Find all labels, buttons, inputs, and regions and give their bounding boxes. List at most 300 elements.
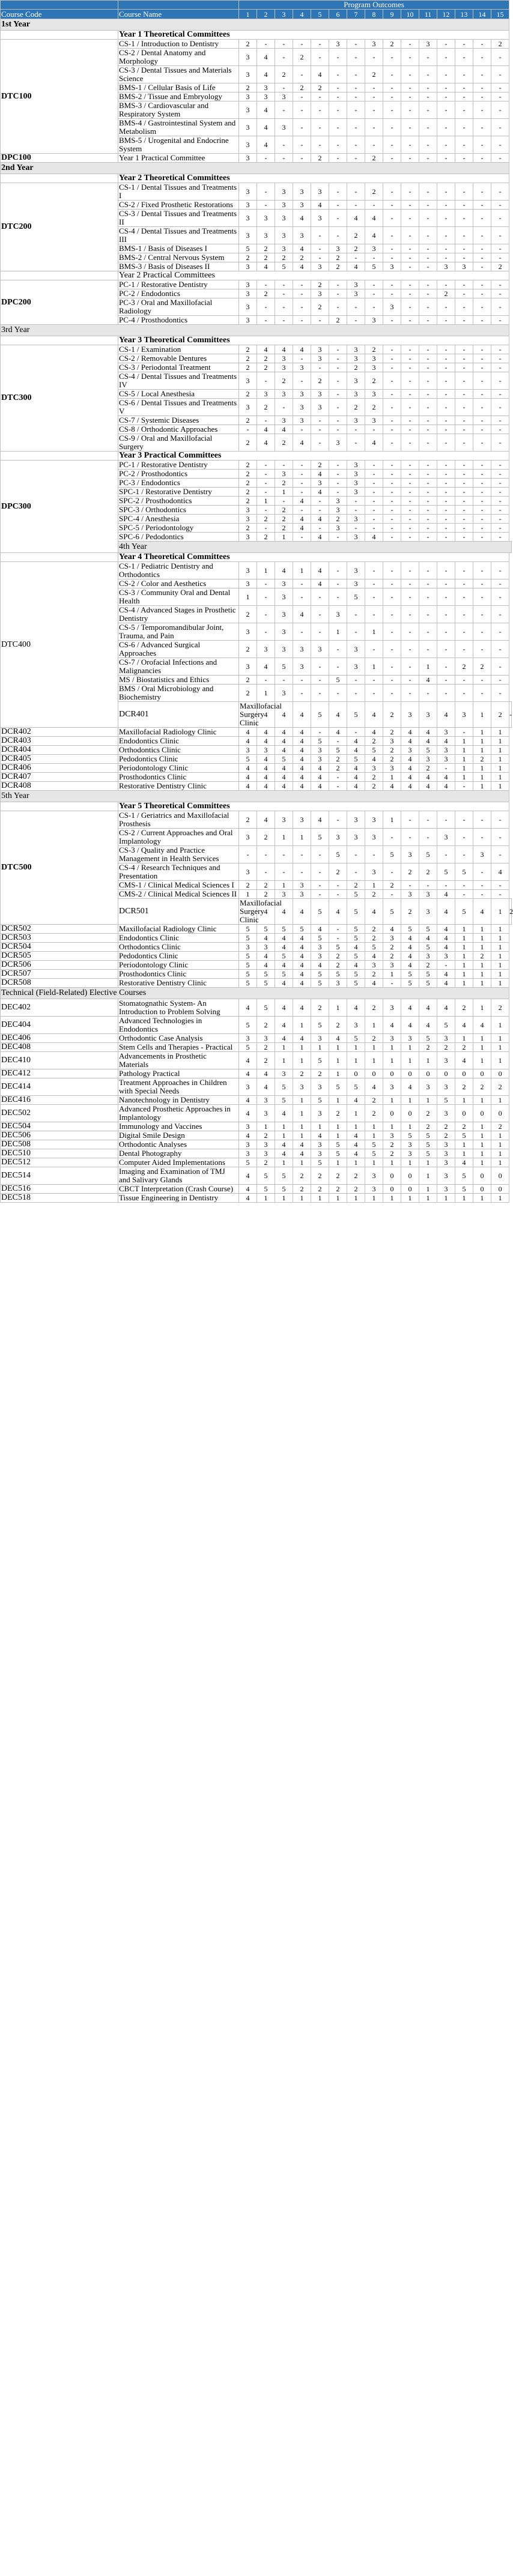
outcome-value-cell: 5 (383, 899, 401, 925)
outcome-value-cell: - (419, 183, 437, 201)
outcome-value-cell: - (491, 890, 509, 899)
outcome-value-cell: - (257, 588, 275, 606)
outcome-value-cell: - (473, 416, 491, 425)
outcome-value-cell: 1 (365, 1052, 383, 1069)
outcome-value-cell: - (473, 641, 491, 658)
outcome-value-cell: - (383, 641, 401, 658)
course-name-cell: BMS / Oral Microbiology and Biochemistry (118, 685, 239, 702)
outcome-value-cell: 4 (347, 782, 365, 791)
outcome-value-cell: 1 (311, 1122, 329, 1131)
outcome-value-cell: 4 (257, 1078, 275, 1096)
outcome-value-cell: - (401, 227, 419, 244)
outcome-value-cell: - (311, 253, 329, 262)
outcome-value-cell: 4 (239, 773, 257, 782)
outcome-value-cell: 4 (239, 1167, 257, 1185)
outcome-value-cell: 2 (293, 253, 311, 262)
outcome-value-cell: 1 (455, 746, 473, 755)
outcome-value-cell: 4 (239, 1052, 257, 1069)
outcome-value-cell: 2 (311, 1069, 329, 1078)
outcome-value-cell: 5 (419, 846, 437, 863)
outcome-value-cell: 5 (365, 1149, 383, 1158)
outcome-value-cell: 4 (239, 782, 257, 791)
outcome-value-cell: 1 (329, 1096, 347, 1105)
outcome-value-cell: - (347, 101, 365, 119)
outcome-value-cell: - (419, 280, 437, 289)
outcome-value-cell: 3 (347, 479, 365, 488)
outcome-value-cell: 5 (329, 943, 347, 952)
outcome-value-cell: - (455, 890, 473, 899)
outcome-value-cell: - (455, 533, 473, 542)
outcome-value-cell: 5 (419, 943, 437, 952)
outcome-value-cell: - (473, 579, 491, 588)
outcome-value-cell: 3 (311, 746, 329, 755)
outcome-value-cell: - (329, 298, 347, 316)
outcome-value-cell: 5 (437, 1096, 455, 1105)
course-name-cell: BMS-4 / Gastrointestinal System and Metabolism (118, 119, 239, 136)
outcome-value-cell: - (401, 363, 419, 372)
course-name-cell: CS-3 / Community Oral and Dental Health (118, 588, 239, 606)
outcome-value-cell: 3 (275, 811, 293, 829)
outcome-value-cell: 3 (437, 1052, 455, 1069)
outcome-value-cell: 1 (275, 881, 293, 890)
outcome-value-cell: 4 (239, 1096, 257, 1105)
course-name-cell: CS-3 / Periodontal Treatment (118, 363, 239, 372)
outcome-value-cell: - (365, 201, 383, 210)
outcome-value-cell: 2 (257, 1017, 275, 1034)
outcome-value-cell: 4 (239, 1194, 257, 1203)
outcome-value-cell: 2 (293, 1167, 311, 1185)
course-code-cell: DEC410 (1, 1052, 118, 1069)
outcome-value-cell: 2 (239, 881, 257, 890)
outcome-value-cell: 3 (347, 488, 365, 497)
committee-heading: Year 5 Theoretical Committees (118, 802, 509, 811)
outcome-value-cell: 2 (455, 1043, 473, 1052)
course-name-cell: Advanced Technologies in Endodontics (118, 1017, 239, 1034)
outcome-value-cell: - (473, 363, 491, 372)
outcome-value-cell: 4 (257, 782, 275, 791)
outcome-value-cell: 2 (275, 515, 293, 524)
outcome-value-cell: 1 (437, 1194, 455, 1203)
outcome-value-cell: - (347, 66, 365, 83)
outcome-value-cell: - (491, 579, 509, 588)
outcome-value-cell: - (365, 524, 383, 533)
outcome-value-cell: 2 (419, 1043, 437, 1052)
outcome-value-cell: - (257, 316, 275, 325)
outcome-value-cell: 3 (239, 372, 257, 390)
outcome-value-cell: - (311, 588, 329, 606)
outcome-value-cell: - (329, 641, 347, 658)
outcome-value-cell: - (401, 40, 419, 49)
outcome-value-cell: 4 (257, 755, 275, 764)
outcome-value-cell: 4 (311, 925, 329, 934)
outcome-value-cell: - (455, 92, 473, 101)
outcome-value-cell: - (293, 316, 311, 325)
outcome-value-cell: 4 (257, 101, 275, 119)
outcome-value-cell: - (257, 676, 275, 685)
outcome-value-cell: 4 (347, 1149, 365, 1158)
outcome-value-cell: - (365, 588, 383, 606)
outcome-value-cell: - (401, 345, 419, 354)
outcome-value-cell: 4 (455, 1017, 473, 1034)
outcome-value-cell: 1 (383, 1096, 401, 1105)
outcome-value-cell: 4 (419, 782, 437, 791)
outcome-value-cell: 3 (347, 515, 365, 524)
outcome-number-header: 9 (383, 10, 401, 19)
outcome-value-cell: - (383, 524, 401, 533)
outcome-value-cell: - (293, 461, 311, 470)
outcome-value-cell: 5 (239, 1043, 257, 1052)
outcome-value-cell: - (401, 183, 419, 201)
course-code-cell: DCR406 (1, 764, 118, 773)
outcome-value-cell: - (383, 253, 401, 262)
outcome-value-cell: - (365, 425, 383, 434)
outcome-value-cell: 3 (455, 702, 473, 728)
outcome-value-cell: 5 (329, 1140, 347, 1149)
course-code-cell: DCR404 (1, 746, 118, 755)
outcome-value-cell: - (257, 183, 275, 201)
outcome-value-cell: 5 (347, 899, 365, 925)
course-name-cell: Dental Photography (118, 1149, 239, 1158)
outcome-value-cell: - (473, 183, 491, 201)
outcome-value-cell: 3 (239, 289, 257, 298)
outcome-value-cell: 4 (293, 515, 311, 524)
outcome-value-cell: 3 (275, 623, 293, 641)
outcome-number-header: 1 (239, 10, 257, 19)
outcome-value-cell: 5 (365, 943, 383, 952)
outcome-value-cell: 1 (455, 773, 473, 782)
outcome-value-cell: - (365, 479, 383, 488)
outcome-value-cell: 1 (419, 1167, 437, 1185)
outcome-value-cell: 3 (275, 390, 293, 399)
outcome-value-cell: 2 (491, 262, 509, 271)
outcome-value-cell: - (473, 316, 491, 325)
outcome-value-cell: 3 (347, 658, 365, 676)
outcome-value-cell: 3 (257, 390, 275, 399)
outcome-value-cell: 3 (347, 345, 365, 354)
course-row (1, 1158, 512, 1167)
outcome-value-cell: 3 (239, 92, 257, 101)
outcome-value-cell: - (329, 372, 347, 390)
outcome-value-cell: 5 (419, 970, 437, 979)
course-name-header: Course Name (118, 10, 239, 19)
outcome-value-cell: 1 (293, 562, 311, 579)
outcome-value-cell: - (329, 934, 347, 943)
outcome-value-cell: 5 (239, 952, 257, 961)
outcome-value-cell: - (347, 316, 365, 325)
outcome-value-cell: 0 (491, 1167, 509, 1185)
outcome-value-cell: - (383, 497, 401, 506)
outcome-value-cell: - (401, 562, 419, 579)
outcome-value-cell: - (455, 606, 473, 623)
outcome-value-cell: 2 (383, 728, 401, 737)
outcome-value-cell: 1 (491, 1096, 509, 1105)
course-name-cell: BMS-3 / Basis of Diseases II (118, 262, 239, 271)
outcome-value-cell: - (257, 863, 275, 881)
course-name-cell: PC-1 / Restorative Dentistry (118, 461, 239, 470)
outcome-value-cell: - (311, 316, 329, 325)
outcome-value-cell: - (437, 363, 455, 372)
committee-heading-row (1, 553, 512, 562)
outcome-value-cell: - (419, 488, 437, 497)
course-name-cell: Orthodontics Clinic (118, 746, 239, 755)
course-name-cell: SPC-3 / Orthodontics (118, 506, 239, 515)
outcome-value-cell: 3 (419, 899, 437, 925)
outcome-value-cell: - (473, 298, 491, 316)
outcome-value-cell: 4 (311, 811, 329, 829)
outcome-value-cell: 5 (347, 1034, 365, 1043)
outcome-value-cell: - (383, 579, 401, 588)
outcome-value-cell: 4 (311, 1131, 329, 1140)
outcome-value-cell: - (455, 101, 473, 119)
outcome-value-cell: - (491, 881, 509, 890)
outcome-value-cell: - (419, 829, 437, 846)
outcome-value-cell: - (383, 289, 401, 298)
outcome-value-cell: - (275, 49, 293, 66)
outcome-value-cell: 4 (257, 119, 275, 136)
outcome-value-cell: - (383, 227, 401, 244)
outcome-value-cell: 4 (293, 345, 311, 354)
outcome-value-cell: 3 (275, 201, 293, 210)
outcome-value-cell: - (491, 524, 509, 533)
outcome-value-cell: - (275, 40, 293, 49)
outcome-value-cell: - (491, 183, 509, 201)
outcome-value-cell: 5 (311, 1052, 329, 1069)
outcome-value-cell: - (401, 83, 419, 92)
outcome-value-cell: - (311, 101, 329, 119)
outcome-value-cell: - (473, 533, 491, 542)
outcome-value-cell: 5 (311, 1158, 329, 1167)
outcome-value-cell: 3 (275, 210, 293, 227)
outcome-value-cell: 1 (383, 1052, 401, 1069)
outcome-value-cell: - (491, 363, 509, 372)
outcome-value-cell: 1 (473, 737, 491, 746)
outcome-value-cell: 3 (239, 1078, 257, 1096)
outcome-value-cell: 3 (239, 183, 257, 201)
outcome-value-cell: 2 (329, 863, 347, 881)
outcome-value-cell: - (437, 506, 455, 515)
outcome-value-cell: 5 (257, 1185, 275, 1194)
outcome-value-cell: - (455, 298, 473, 316)
outcome-value-cell: - (311, 846, 329, 863)
outcome-value-cell: - (401, 390, 419, 399)
outcome-value-cell: 3 (329, 497, 347, 506)
course-code-cell: DCR402 (1, 728, 118, 737)
outcome-value-cell: 3 (239, 49, 257, 66)
outcome-value-cell: 1 (401, 1043, 419, 1052)
outcome-value-cell: 1 (455, 979, 473, 988)
outcome-value-cell: - (383, 623, 401, 641)
outcome-value-cell: - (473, 253, 491, 262)
outcome-value-cell: - (437, 244, 455, 253)
course-code-cell: DEC514 (1, 1167, 118, 1185)
outcome-value-cell: - (365, 101, 383, 119)
outcome-value-cell: 1 (401, 1122, 419, 1131)
outcome-value-cell: 1 (473, 702, 491, 728)
outcome-value-cell: 1 (401, 1194, 419, 1203)
outcome-value-cell: 0 (491, 1069, 509, 1078)
outcome-value-cell: 3 (257, 943, 275, 952)
outcome-value-cell: - (383, 685, 401, 702)
outcome-value-cell: - (473, 83, 491, 92)
outcome-value-cell: 2 (329, 1167, 347, 1185)
outcome-value-cell: - (257, 470, 275, 479)
outcome-value-cell: 0 (437, 1069, 455, 1078)
outcome-value-cell: 2 (365, 66, 383, 83)
outcome-value-cell: 3 (437, 1167, 455, 1185)
outcome-value-cell: - (455, 524, 473, 533)
outcome-value-cell: - (275, 461, 293, 470)
outcome-value-cell: - (473, 623, 491, 641)
outcome-value-cell: - (437, 488, 455, 497)
outcome-value-cell: 2 (383, 702, 401, 728)
outcome-value-cell: 1 (293, 1158, 311, 1167)
outcome-value-cell: - (329, 399, 347, 416)
outcome-value-cell: - (293, 488, 311, 497)
outcome-value-cell: 4 (437, 702, 455, 728)
year-section-label: 3rd Year (1, 325, 509, 336)
outcome-value-cell: 2 (257, 399, 275, 416)
outcome-value-cell: - (329, 154, 347, 163)
course-name-cell: Restorative Dentistry Clinic (118, 782, 239, 791)
outcome-value-cell: 4 (257, 737, 275, 746)
outcome-value-cell: 4 (401, 773, 419, 782)
outcome-value-cell: 4 (437, 943, 455, 952)
outcome-value-cell: 1 (293, 1105, 311, 1122)
outcome-value-cell: - (347, 728, 365, 737)
outcome-value-cell: 5 (329, 846, 347, 863)
outcome-value-cell: 3 (239, 101, 257, 119)
outcome-value-cell: - (293, 372, 311, 390)
outcome-value-cell: 4 (437, 890, 455, 899)
course-name-cell: CS-6 / Advanced Surgical Approaches (118, 641, 239, 658)
outcome-value-cell: 3 (437, 952, 455, 961)
outcome-value-cell: 3 (257, 210, 275, 227)
course-name-cell: Immunology and Vaccines (118, 1122, 239, 1131)
outcome-value-cell: 3 (311, 1149, 329, 1158)
outcome-value-cell: 4 (437, 999, 455, 1017)
outcome-value-cell: 3 (455, 262, 473, 271)
outcome-value-cell: - (473, 506, 491, 515)
outcome-value-cell: - (383, 183, 401, 201)
course-name-cell: CS-4 / Research Techniques and Presentation (118, 863, 239, 881)
outcome-value-cell: 5 (239, 1017, 257, 1034)
outcome-value-cell: - (491, 253, 509, 262)
outcome-value-cell: 1 (455, 970, 473, 979)
outcome-value-cell: - (437, 66, 455, 83)
outcome-value-cell: 3 (275, 416, 293, 425)
outcome-value-cell: 4 (365, 728, 383, 737)
outcome-value-cell: 3 (293, 416, 311, 425)
outcome-value-cell: 5 (455, 1167, 473, 1185)
course-row (1, 925, 512, 934)
outcome-value-cell: - (491, 92, 509, 101)
outcome-value-cell: 2 (383, 1140, 401, 1149)
outcome-value-cell: 1 (473, 979, 491, 988)
outcome-value-cell: - (311, 658, 329, 676)
outcome-value-cell: - (293, 685, 311, 702)
outcome-value-cell: 2 (257, 515, 275, 524)
outcome-value-cell: - (347, 863, 365, 881)
outcome-value-cell: - (455, 154, 473, 163)
outcome-value-cell: 4 (275, 737, 293, 746)
outcome-value-cell: 3 (347, 461, 365, 470)
outcome-value-cell: 5 (275, 1167, 293, 1185)
outcome-value-cell: 3 (239, 863, 257, 881)
outcome-value-cell: 2 (257, 1131, 275, 1140)
outcome-value-cell: - (257, 461, 275, 470)
course-name-cell: PC-3 / Oral and Maxillofacial Radiology (118, 298, 239, 316)
outcome-value-cell: 2 (329, 316, 347, 325)
outcome-value-cell: 3 (239, 562, 257, 579)
outcome-value-cell: 4 (293, 961, 311, 970)
outcome-value-cell: 3 (239, 280, 257, 289)
outcome-value-cell: - (419, 434, 437, 452)
outcome-value-cell: - (401, 244, 419, 253)
outcome-value-cell: 2 (311, 1185, 329, 1194)
outcome-value-cell: 3 (311, 345, 329, 354)
outcome-value-cell: - (257, 479, 275, 488)
outcome-value-cell: 1 (491, 1131, 509, 1140)
outcome-value-cell: 0 (473, 1167, 491, 1185)
outcome-value-cell: - (455, 390, 473, 399)
outcome-value-cell: 1 (491, 737, 509, 746)
outcome-value-cell: 4 (293, 244, 311, 253)
outcome-value-cell: - (329, 890, 347, 899)
outcome-value-cell: 1 (491, 961, 509, 970)
outcome-value-cell: 2 (365, 890, 383, 899)
outcome-value-cell: 1 (383, 1194, 401, 1203)
course-code-cell: DTC200 (1, 183, 118, 271)
outcome-value-cell: 4 (239, 1131, 257, 1140)
outcome-value-cell: - (491, 399, 509, 416)
outcome-value-cell: 1 (347, 1105, 365, 1122)
outcome-value-cell: - (401, 49, 419, 66)
outcome-value-cell: 2 (239, 488, 257, 497)
outcome-value-cell: - (455, 201, 473, 210)
outcome-value-cell: - (491, 390, 509, 399)
outcome-value-cell: - (419, 316, 437, 325)
outcome-value-cell: 2 (455, 658, 473, 676)
outcome-value-cell: 5 (347, 952, 365, 961)
outcome-value-cell: - (329, 588, 347, 606)
outcome-value-cell: 4 (401, 782, 419, 791)
outcome-value-cell: - (473, 262, 491, 271)
outcome-value-cell: - (329, 49, 347, 66)
course-name-cell: Maxillofacial Radiology Clinic (118, 925, 239, 934)
outcome-value-cell: - (437, 479, 455, 488)
outcome-value-cell: 5 (347, 702, 365, 728)
course-name-cell: Stem Cells and Therapies - Practical (118, 1043, 239, 1052)
outcome-value-cell: 4 (401, 755, 419, 764)
outcome-value-cell: 3 (275, 1069, 293, 1078)
outcome-value-cell: 2 (401, 863, 419, 881)
outcome-value-cell: 4 (419, 773, 437, 782)
outcome-value-cell: 2 (239, 497, 257, 506)
outcome-value-cell: 4 (275, 961, 293, 970)
outcome-value-cell: - (455, 289, 473, 298)
course-code-cell: DEC408 (1, 1043, 118, 1052)
outcome-value-cell: 1 (365, 623, 383, 641)
outcome-value-cell: 2 (473, 755, 491, 764)
outcome-value-cell: 2 (365, 372, 383, 390)
outcome-value-cell: - (419, 425, 437, 434)
outcome-value-cell: 1 (275, 1043, 293, 1052)
outcome-value-cell: - (491, 227, 509, 244)
outcome-value-cell: - (239, 425, 257, 434)
outcome-value-cell: - (383, 83, 401, 92)
course-code-header: Course Code (1, 10, 118, 19)
outcome-value-cell: - (311, 497, 329, 506)
